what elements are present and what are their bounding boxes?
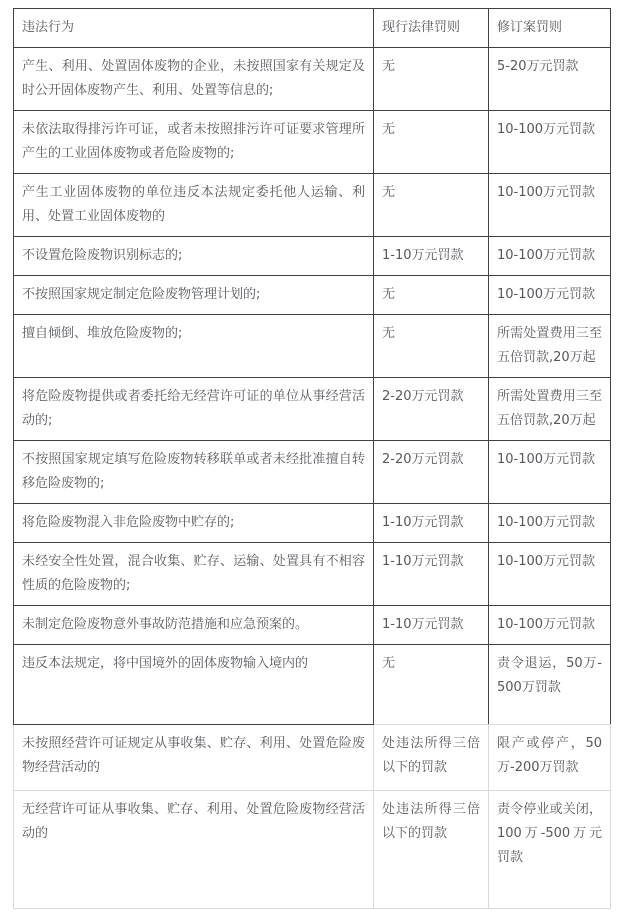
- behavior-cell: 未依法取得排污许可证，或者未按照排污许可证要求管理所产生的工业固体废物或者危险废物的;: [14, 111, 374, 174]
- current-penalty-cell: 无: [374, 645, 489, 725]
- penalty-table: [13, 8, 611, 909]
- revised-penalty-cell: 10-100万元罚款: [489, 543, 611, 606]
- revised-penalty-cell: 10-100万元罚款: [489, 237, 611, 276]
- behavior-cell: 无经营许可证从事收集、贮存、利用、处置危险废物经营活动的: [14, 791, 374, 909]
- table-row: [14, 276, 611, 315]
- table-row: [14, 791, 611, 909]
- table-row: [14, 441, 611, 504]
- revised-penalty-cell: 所需处置费用三至五倍罚款,20万起: [489, 378, 611, 441]
- table-header: [14, 9, 611, 48]
- revised-penalty-cell: 限产或停产，50万-200万罚款: [489, 725, 611, 791]
- revised-penalty-cell: 10-100万元罚款: [489, 441, 611, 504]
- column-header-revised-penalty: 修订案罚则: [489, 9, 611, 48]
- revised-penalty-cell: 10-100万元罚款: [489, 276, 611, 315]
- behavior-cell: 产生工业固体废物的单位违反本法规定委托他人运输、利用、处置工业固体废物的: [14, 174, 374, 237]
- revised-penalty-cell: 责令退运，50万-500万罚款: [489, 645, 611, 725]
- current-penalty-cell: 1-10万元罚款: [374, 543, 489, 606]
- table-row: [14, 174, 611, 237]
- revised-penalty-cell: 10-100万元罚款: [489, 504, 611, 543]
- behavior-cell: 未按照经营许可证规定从事收集、贮存、利用、处置危险废物经营活动的: [14, 725, 374, 791]
- column-header-behavior: 违法行为: [14, 9, 374, 48]
- table-body: [14, 48, 611, 909]
- revised-penalty-cell: 所需处置费用三至五倍罚款,20万起: [489, 315, 611, 378]
- behavior-cell: 产生、利用、处置固体废物的企业，未按照国家有关规定及时公开固体废物产生、利用、处置等信息的;: [14, 48, 374, 111]
- table-row: [14, 645, 611, 725]
- table-row: [14, 315, 611, 378]
- behavior-cell: 擅自倾倒、堆放危险废物的;: [14, 315, 374, 378]
- column-header-current-penalty: 现行法律罚则: [374, 9, 489, 48]
- revised-penalty-cell: 责令停业或关闭，100万-500万元罚款: [489, 791, 611, 909]
- current-penalty-cell: 无: [374, 48, 489, 111]
- table-row: [14, 725, 611, 791]
- header-row: [14, 9, 611, 48]
- table-row: [14, 378, 611, 441]
- revised-penalty-cell: 10-100万元罚款: [489, 111, 611, 174]
- behavior-cell: 将危险废物提供或者委托给无经营许可证的单位从事经营活动的;: [14, 378, 374, 441]
- current-penalty-cell: 处违法所得三倍以下的罚款: [374, 725, 489, 791]
- revised-penalty-cell: 10-100万元罚款: [489, 174, 611, 237]
- current-penalty-cell: 2-20万元罚款: [374, 378, 489, 441]
- behavior-cell: 不设置危险废物识别标志的;: [14, 237, 374, 276]
- table-row: [14, 504, 611, 543]
- current-penalty-cell: 无: [374, 174, 489, 237]
- revised-penalty-cell: 10-100万元罚款: [489, 606, 611, 645]
- current-penalty-cell: 1-10万元罚款: [374, 237, 489, 276]
- current-penalty-cell: 无: [374, 111, 489, 174]
- current-penalty-cell: 1-10万元罚款: [374, 606, 489, 645]
- table-row: [14, 111, 611, 174]
- behavior-cell: 未制定危险废物意外事故防范措施和应急预案的。: [14, 606, 374, 645]
- behavior-cell: 未经安全性处置，混合收集、贮存、运输、处置具有不相容性质的危险废物的;: [14, 543, 374, 606]
- current-penalty-cell: 2-20万元罚款: [374, 441, 489, 504]
- table-row: [14, 606, 611, 645]
- table-row: [14, 48, 611, 111]
- behavior-cell: 不按照国家规定制定危险废物管理计划的;: [14, 276, 374, 315]
- behavior-cell: 将危险废物混入非危险废物中贮存的;: [14, 504, 374, 543]
- behavior-cell: 不按照国家规定填写危险废物转移联单或者未经批准擅自转移危险废物的;: [14, 441, 374, 504]
- revised-penalty-cell: 5-20万元罚款: [489, 48, 611, 111]
- table-row: [14, 543, 611, 606]
- current-penalty-cell: 无: [374, 315, 489, 378]
- current-penalty-cell: 1-10万元罚款: [374, 504, 489, 543]
- behavior-cell: 违反本法规定，将中国境外的固体废物输入境内的: [14, 645, 374, 725]
- current-penalty-cell: 处违法所得三倍以下的罚款: [374, 791, 489, 909]
- table-row: [14, 237, 611, 276]
- current-penalty-cell: 无: [374, 276, 489, 315]
